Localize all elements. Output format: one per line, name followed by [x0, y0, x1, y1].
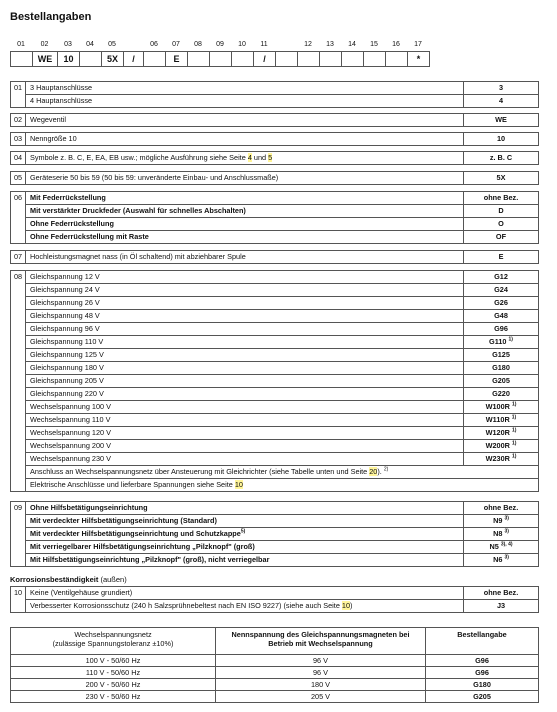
code-value-box: / — [254, 52, 276, 66]
code-position-number: 05 — [108, 41, 116, 48]
option-code — [464, 541, 539, 554]
text: Elektrische Anschlüsse und lieferbare Spannungen siehe Seite — [30, 480, 235, 489]
order-code: G180 — [426, 679, 539, 691]
section-02 — [10, 113, 539, 127]
corrosion-title-suffix: (außen) — [98, 575, 127, 584]
footnote-ref: 1) — [511, 440, 517, 447]
section-number: 03 — [11, 133, 26, 146]
code-value-box — [276, 52, 298, 66]
text: Mit verriegelbarer Hilfsbetätigungseinrichtung „Pilzknopf" (groß) — [30, 542, 255, 551]
option-text: Gleichspannung 12 V — [26, 271, 464, 284]
option-code — [464, 362, 539, 375]
code-text: N8 — [493, 529, 503, 538]
option-text: Gleichspannung 205 V — [26, 375, 464, 388]
code-text: G205 — [492, 376, 510, 385]
code-text: W200R — [485, 441, 510, 450]
code-value-box — [232, 52, 254, 66]
code-text: G12 — [494, 272, 508, 281]
option-text — [26, 541, 464, 554]
section-number: 02 — [11, 114, 26, 127]
option-code: z. B. C — [464, 152, 539, 165]
code-position-numbers — [10, 41, 430, 51]
section-05 — [10, 171, 539, 185]
network-voltage: 200 V - 50/60 Hz — [11, 679, 216, 691]
option-text: Gleichspannung 48 V — [26, 310, 464, 323]
section-number: 06 — [11, 192, 26, 244]
page-link[interactable]: 5 — [268, 153, 273, 162]
table-row — [11, 691, 539, 703]
code-text: W100R — [485, 402, 510, 411]
nominal-voltage: 180 V — [216, 679, 426, 691]
code-position-number: 10 — [238, 41, 246, 48]
code-text: G110 — [489, 337, 507, 346]
footnote-ref: 1) — [511, 401, 517, 408]
option-code: D — [464, 205, 539, 218]
corrosion-heading — [10, 575, 127, 584]
footnote-ref: 1) — [511, 453, 517, 460]
code-text: G96 — [494, 324, 508, 333]
table-row — [11, 667, 539, 679]
option-code — [464, 284, 539, 297]
option-code: WE — [464, 114, 539, 127]
text: und — [251, 153, 269, 162]
option-text: Wechselspannung 200 V — [26, 440, 464, 453]
order-code: G96 — [426, 667, 539, 679]
footnote-ref: 5) — [240, 528, 246, 535]
option-text: 4 Hauptanschlüsse — [26, 95, 464, 108]
code-value-box: 5X — [102, 52, 124, 66]
option-code — [464, 388, 539, 401]
code-value-box: E — [166, 52, 188, 66]
code-text: ohne Bez. — [483, 503, 519, 512]
code-text: G48 — [494, 311, 508, 320]
option-code — [464, 349, 539, 362]
option-text: Wechselspannung 120 V — [26, 427, 464, 440]
code-text: G220 — [492, 389, 510, 398]
nominal-voltage: 96 V — [216, 655, 426, 667]
option-code: ohne Bez. — [464, 587, 539, 600]
page-link[interactable]: 4 — [247, 153, 252, 162]
footnote-ref: 3), 4) — [500, 541, 513, 548]
code-position-number: 08 — [194, 41, 202, 48]
code-value-box — [320, 52, 342, 66]
code-position-number: 12 — [304, 41, 312, 48]
text: Symbole z. B. C, E, EA, EB usw.; mögliche Ausführung siehe Seite — [30, 153, 248, 162]
code-text: N9 — [493, 516, 503, 525]
header-subtext: (zulässige Spannungstoleranz ±10%) — [52, 639, 174, 648]
option-code — [464, 440, 539, 453]
option-code: 3 — [464, 82, 539, 95]
code-text: G24 — [494, 285, 508, 294]
option-code — [464, 323, 539, 336]
footnote-ref: 1) — [511, 427, 517, 434]
option-text: Ohne Federrückstellung — [26, 218, 464, 231]
option-code — [464, 515, 539, 528]
network-voltage: 230 V - 50/60 Hz — [11, 691, 216, 703]
option-text: Wechselspannung 230 V — [26, 453, 464, 466]
code-value-box — [364, 52, 386, 66]
option-text: 3 Hauptanschlüsse — [26, 82, 464, 95]
code-position-number: 15 — [370, 41, 378, 48]
code-position-number: 01 — [17, 41, 25, 48]
code-value-box — [342, 52, 364, 66]
option-code — [464, 453, 539, 466]
text: Verbesserter Korrosionsschutz (240 h Salzsprühnebeltest nach EN ISO 9227) (siehe auch Seite — [30, 601, 342, 610]
code-text: N5 — [489, 542, 499, 551]
option-text: Mit Federrückstellung — [26, 192, 464, 205]
option-text — [26, 502, 464, 515]
code-position-number: 11 — [260, 41, 268, 48]
option-code: O — [464, 218, 539, 231]
text: Anschluss an Wechselspannungsnetz über Ansteuerung mit Gleichrichter (siehe Tabelle unten und Seite — [30, 467, 370, 476]
code-position-number — [123, 41, 143, 51]
text: Mit verdeckter Hilfsbetätigungseinrichtung (Standard) — [30, 516, 217, 525]
option-code: J3 — [464, 600, 539, 613]
option-text: Wechselspannung 110 V — [26, 414, 464, 427]
code-position-number: 16 — [392, 41, 400, 48]
page-link[interactable]: 20 — [369, 467, 378, 476]
voltage-table — [10, 627, 539, 703]
option-code: 10 — [464, 133, 539, 146]
section-number: 09 — [11, 502, 26, 567]
code-text: G125 — [492, 350, 510, 359]
column-header-nominal: Nennspannung des Gleichspannungsmagneten bei Betrieb mit Wechselspannung — [216, 628, 426, 655]
option-text — [26, 152, 464, 165]
option-code — [464, 414, 539, 427]
order-code-strip — [10, 41, 430, 67]
option-text: Gleichspannung 220 V — [26, 388, 464, 401]
option-text: Nenngröße 10 — [26, 133, 464, 146]
code-position-number: 04 — [86, 41, 94, 48]
page-link[interactable]: 10 — [341, 601, 351, 610]
section-08 — [10, 270, 539, 492]
column-header-order: Bestellangabe — [426, 628, 539, 655]
section-number: 01 — [11, 82, 26, 108]
code-text: W110R — [485, 415, 510, 424]
option-text: Gleichspannung 24 V — [26, 284, 464, 297]
table-row — [11, 655, 539, 667]
order-code: G205 — [426, 691, 539, 703]
option-text: Gleichspannung 180 V — [26, 362, 464, 375]
option-text: Ohne Federrückstellung mit Raste — [26, 231, 464, 244]
option-code — [464, 310, 539, 323]
footnote-ref: 1) — [511, 414, 517, 421]
option-code — [464, 554, 539, 567]
page-link[interactable]: 10 — [234, 480, 243, 489]
section-10 — [10, 586, 539, 613]
text: ) — [350, 601, 353, 610]
option-code — [464, 427, 539, 440]
option-text: Mit verstärkter Druckfeder (Auswahl für schnelles Abschalten) — [26, 205, 464, 218]
option-text: Gleichspannung 125 V — [26, 349, 464, 362]
footnote-ref: 3) — [504, 528, 509, 535]
text: ). — [377, 467, 384, 476]
table-row — [11, 679, 539, 691]
code-text: W230R — [485, 454, 510, 463]
section-number: 07 — [11, 251, 26, 264]
code-text: G26 — [494, 298, 508, 307]
code-text: G180 — [492, 363, 510, 372]
code-value-box — [144, 52, 166, 66]
option-code: ohne Bez. — [464, 192, 539, 205]
footnote-ref: 3) — [504, 554, 509, 561]
order-code: G96 — [426, 655, 539, 667]
footnote-ref: 3) — [504, 515, 509, 522]
option-code — [464, 271, 539, 284]
code-value-box: / — [124, 52, 144, 66]
nominal-voltage: 96 V — [216, 667, 426, 679]
option-text — [26, 554, 464, 567]
option-code: 4 — [464, 95, 539, 108]
option-code — [464, 528, 539, 541]
code-value-box — [11, 52, 33, 66]
option-code — [464, 375, 539, 388]
text: Mit verdeckter Hilfsbetätigungseinrichtung und Schutzkappe — [30, 529, 241, 538]
network-voltage: 110 V - 50/60 Hz — [11, 667, 216, 679]
code-position-number: 13 — [326, 41, 334, 48]
section-01 — [10, 81, 539, 108]
code-value-box — [210, 52, 232, 66]
nominal-voltage: 205 V — [216, 691, 426, 703]
code-position-number — [275, 41, 297, 51]
code-value-box: 10 — [58, 52, 80, 66]
code-position-number: 17 — [414, 41, 422, 48]
column-header-network — [11, 628, 216, 655]
footnote-ref: 2) — [383, 466, 389, 473]
code-value-box — [386, 52, 408, 66]
note-text — [26, 466, 539, 479]
option-text: Gleichspannung 110 V — [26, 336, 464, 349]
header-text: Wechselspannungsnetz — [74, 630, 152, 639]
code-position-number: 07 — [172, 41, 180, 48]
network-voltage: 100 V - 50/60 Hz — [11, 655, 216, 667]
code-position-number: 06 — [150, 41, 158, 48]
option-text: Gleichspannung 96 V — [26, 323, 464, 336]
text: Ohne Hilfsbetätigungseinrichtung — [30, 503, 148, 512]
code-value-box — [298, 52, 320, 66]
code-position-number: 14 — [348, 41, 356, 48]
option-text: Geräteserie 50 bis 59 (50 bis 59: unveränderte Einbau- und Anschlussmaße) — [26, 172, 464, 185]
option-text — [26, 528, 464, 541]
code-value-box: WE — [33, 52, 58, 66]
option-code — [464, 401, 539, 414]
option-text: Hochleistungsmagnet nass (in Öl schaltend) mit abziehbarer Spule — [26, 251, 464, 264]
option-code: 5X — [464, 172, 539, 185]
footnote-ref: 1) — [508, 336, 513, 343]
code-position-number: 03 — [64, 41, 72, 48]
code-value-box: * — [408, 52, 430, 66]
option-text: Keine (Ventilgehäuse grundiert) — [26, 587, 464, 600]
code-position-number: 02 — [40, 41, 49, 48]
section-07 — [10, 250, 539, 264]
option-code — [464, 297, 539, 310]
code-text: N6 — [493, 555, 503, 564]
option-text: Wechselspannung 100 V — [26, 401, 464, 414]
section-06 — [10, 191, 539, 244]
section-number: 10 — [11, 587, 26, 613]
section-04 — [10, 151, 539, 165]
option-text: Gleichspannung 26 V — [26, 297, 464, 310]
section-number: 08 — [11, 271, 26, 492]
option-text — [26, 600, 464, 613]
option-code: E — [464, 251, 539, 264]
option-code — [464, 336, 539, 349]
option-text: Wegeventil — [26, 114, 464, 127]
text: Mit Hilfsbetätigungseinrichtung „Pilzknopf" (groß), nicht verriegelbar — [30, 555, 270, 564]
option-code: OF — [464, 231, 539, 244]
note-text — [26, 479, 539, 492]
code-text: W120R — [485, 428, 510, 437]
option-text — [26, 515, 464, 528]
corrosion-title: Korrosionsbeständigkeit — [10, 575, 99, 584]
section-number: 04 — [11, 152, 26, 165]
code-value-box — [188, 52, 210, 66]
code-value-box — [80, 52, 102, 66]
code-value-boxes — [10, 51, 430, 67]
code-position-number: 09 — [216, 41, 224, 48]
page-title: Bestellangaben — [10, 11, 92, 23]
option-code — [464, 502, 539, 515]
section-09 — [10, 501, 539, 567]
section-03 — [10, 132, 539, 146]
section-number: 05 — [11, 172, 26, 185]
